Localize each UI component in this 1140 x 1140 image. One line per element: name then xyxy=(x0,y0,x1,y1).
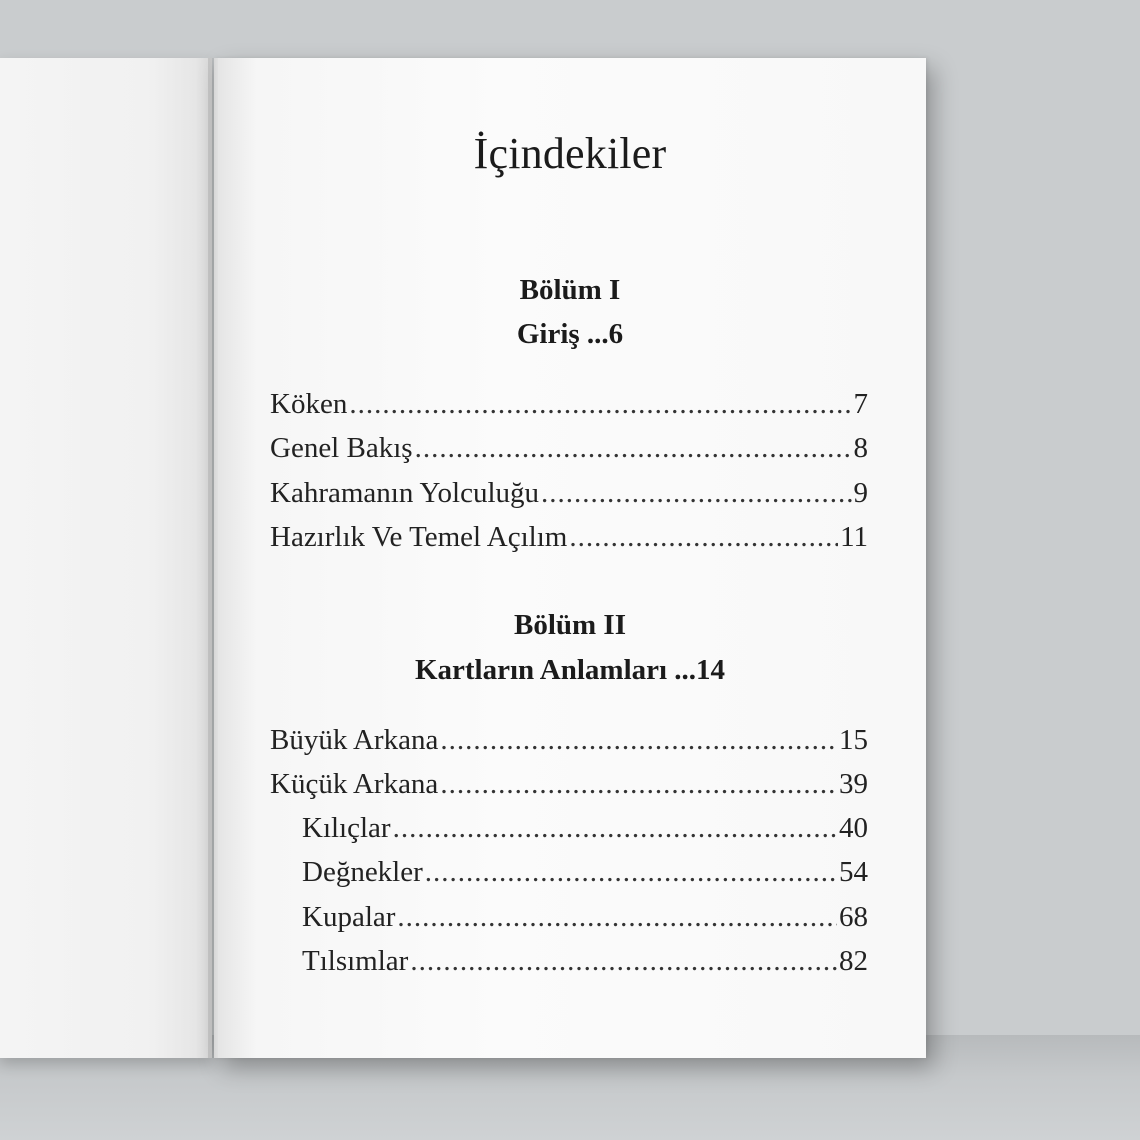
toc-entry xyxy=(270,426,868,470)
toc-subentry xyxy=(302,850,868,894)
dot-leader xyxy=(410,939,837,983)
part-1-subheading: Giriş ...6 xyxy=(516,318,624,350)
toc-entry-label: Genel Bakış xyxy=(270,432,413,464)
toc-entry-page: 7 xyxy=(853,388,868,420)
toc-entry-label: Küçük Arkana xyxy=(270,768,439,800)
dot-leader xyxy=(425,850,837,894)
part-2-subheading: Kartların Anlamları ...14 xyxy=(414,654,726,686)
dot-leader xyxy=(569,515,838,559)
dot-leader xyxy=(393,806,837,850)
part-1-heading: Bölüm I xyxy=(519,274,621,306)
toc-entry-label: Değnekler xyxy=(302,856,423,888)
toc-entry xyxy=(270,762,868,806)
left-book-page xyxy=(0,58,212,1058)
dot-leader xyxy=(397,895,837,939)
dot-leader xyxy=(440,762,837,806)
toc-entry-label: Kılıçlar xyxy=(302,812,391,844)
toc-entry-label: Kahramanın Yolculuğu xyxy=(270,477,540,509)
toc-entry-label: Hazırlık Ve Temel Açılım xyxy=(270,521,568,553)
dot-leader xyxy=(440,718,837,762)
toc-entry-label: Kupalar xyxy=(302,901,396,933)
toc-entry-page: 15 xyxy=(839,724,868,756)
dot-leader xyxy=(541,471,851,515)
toc-subentry xyxy=(302,806,868,850)
toc-entry-page: 82 xyxy=(839,945,868,977)
toc-subentry xyxy=(302,939,868,983)
toc-entry xyxy=(270,471,868,515)
toc-entry-page: 68 xyxy=(839,901,868,933)
book-spine-shadow xyxy=(208,58,218,1058)
toc-entry-page: 39 xyxy=(839,768,868,800)
dot-leader xyxy=(349,382,851,426)
toc-entry xyxy=(270,718,868,762)
dot-leader xyxy=(415,426,852,470)
page-title: İçindekiler xyxy=(473,129,667,178)
toc-entry-label: Büyük Arkana xyxy=(270,724,439,756)
toc-entry-page: 54 xyxy=(839,856,868,888)
table-of-contents-page xyxy=(214,58,926,1058)
toc-entry-label: Tılsımlar xyxy=(302,945,409,977)
toc-entry-page: 8 xyxy=(853,432,868,464)
toc-entry-page: 11 xyxy=(840,521,868,553)
toc-entry-page: 9 xyxy=(853,477,868,509)
part-2-heading: Bölüm II xyxy=(513,609,626,641)
toc-entry-label: Köken xyxy=(270,388,348,420)
toc-entry-page: 40 xyxy=(839,812,868,844)
toc-subentry xyxy=(302,895,868,939)
toc-entry xyxy=(270,382,868,426)
toc-entry xyxy=(270,515,868,559)
